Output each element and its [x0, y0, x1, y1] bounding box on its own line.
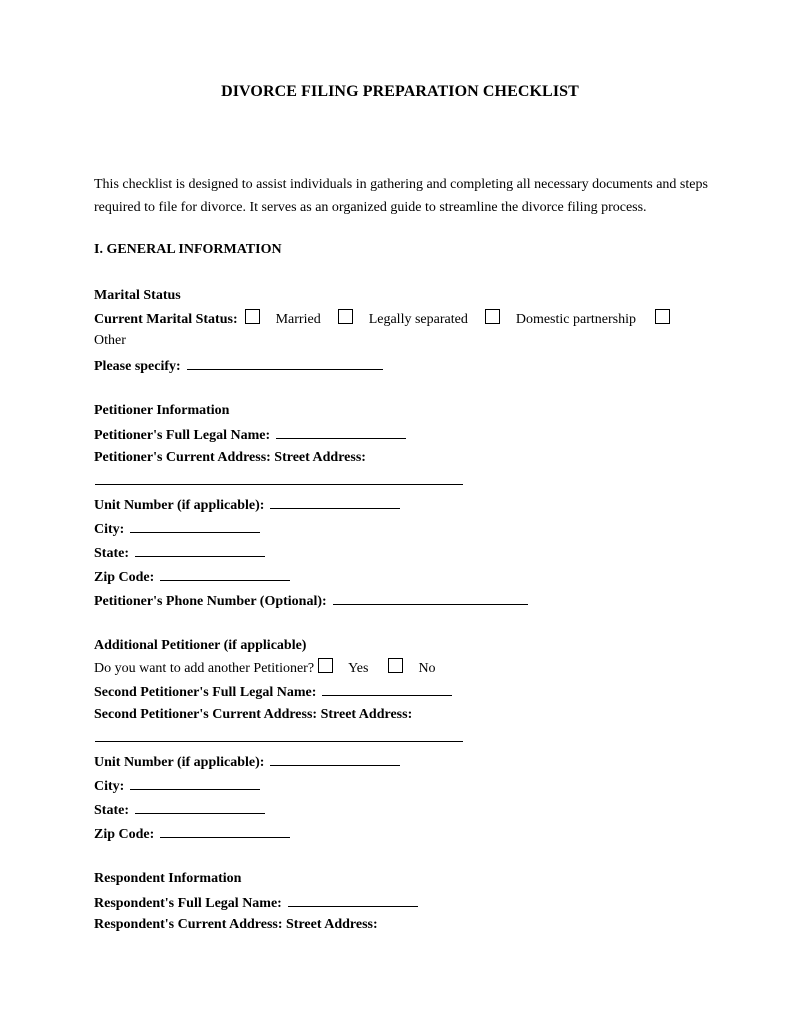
document-title: DIVORCE FILING PREPARATION CHECKLIST — [221, 83, 579, 100]
respondent-name-row — [94, 893, 418, 911]
second-city-row — [94, 776, 260, 794]
second-petitioner-address-field[interactable] — [95, 741, 463, 742]
second-petitioner-name-label: Second Petitioner's Full Legal Name: — [94, 685, 317, 700]
marital-status-label: Current Marital Status: — [94, 312, 238, 327]
respondent-heading: Respondent Information — [94, 871, 242, 886]
specify-label: Please specify: — [94, 359, 181, 374]
petitioner-state-label: State: — [94, 546, 129, 561]
specify-row — [94, 356, 383, 374]
second-city-field[interactable] — [130, 776, 260, 790]
second-state-field[interactable] — [135, 800, 265, 814]
petitioner-unit-row — [94, 495, 400, 513]
checkbox-domestic-partnership[interactable] — [485, 309, 500, 324]
petitioner-city-label: City: — [94, 522, 125, 537]
respondent-name-label: Respondent's Full Legal Name: — [94, 896, 282, 911]
second-zip-label: Zip Code: — [94, 827, 155, 842]
petitioner-unit-field[interactable] — [270, 495, 400, 509]
petitioner-zip-row — [94, 567, 290, 585]
petitioner-zip-field[interactable] — [160, 567, 290, 581]
petitioner-name-label: Petitioner's Full Legal Name: — [94, 428, 271, 443]
petitioner-unit-label: Unit Number (if applicable): — [94, 498, 265, 513]
specify-field[interactable] — [187, 356, 383, 370]
petitioner-phone-row — [94, 591, 528, 609]
second-city-label: City: — [94, 779, 125, 794]
second-unit-field[interactable] — [270, 752, 400, 766]
option-yes: Yes — [348, 661, 369, 676]
petitioner-phone-field[interactable] — [333, 591, 528, 605]
checkbox-yes[interactable] — [318, 658, 333, 673]
respondent-address-label: Respondent's Current Address: Street Address: — [94, 917, 378, 932]
marital-status-heading: Marital Status — [94, 288, 181, 303]
option-no: No — [418, 661, 436, 676]
checkbox-legally-separated[interactable] — [338, 309, 353, 324]
option-other: Other — [94, 333, 126, 348]
option-legally-separated: Legally separated — [368, 312, 468, 327]
second-zip-row — [94, 824, 290, 842]
second-petitioner-name-row — [94, 682, 452, 700]
additional-petitioner-heading: Additional Petitioner (if applicable) — [94, 638, 307, 653]
checkbox-no[interactable] — [388, 658, 403, 673]
second-state-row — [94, 800, 265, 818]
petitioner-address-field[interactable] — [95, 484, 463, 485]
add-petitioner-question: Do you want to add another Petitioner? — [94, 661, 315, 676]
second-unit-label: Unit Number (if applicable): — [94, 755, 265, 770]
add-petitioner-row — [94, 658, 436, 676]
second-unit-row — [94, 752, 400, 770]
checkbox-other[interactable] — [655, 309, 670, 324]
petitioner-name-field[interactable] — [276, 425, 406, 439]
respondent-name-field[interactable] — [288, 893, 418, 907]
section-heading-general: I. GENERAL INFORMATION — [94, 242, 282, 257]
intro-paragraph: This checklist is designed to assist individuals in gathering and completing all necessary documents and steps required to file for divorce. It serves as an organized guide to streamline the divorce filing process. — [94, 177, 708, 215]
petitioner-phone-label: Petitioner's Phone Number (Optional): — [94, 594, 327, 609]
petitioner-state-field[interactable] — [135, 543, 265, 557]
petitioner-state-row — [94, 543, 265, 561]
petitioner-city-field[interactable] — [130, 519, 260, 533]
second-petitioner-address-label: Second Petitioner's Current Address: Street Address: — [94, 707, 413, 722]
petitioner-zip-label: Zip Code: — [94, 570, 155, 585]
checkbox-married[interactable] — [245, 309, 260, 324]
marital-status-row — [94, 309, 670, 327]
option-married: Married — [275, 312, 321, 327]
option-domestic-partnership: Domestic partnership — [515, 312, 636, 327]
second-petitioner-name-field[interactable] — [322, 682, 452, 696]
petitioner-city-row — [94, 519, 260, 537]
petitioner-address-label: Petitioner's Current Address: Street Address: — [94, 450, 366, 465]
second-state-label: State: — [94, 803, 129, 818]
second-zip-field[interactable] — [160, 824, 290, 838]
petitioner-heading: Petitioner Information — [94, 403, 230, 418]
petitioner-name-row — [94, 425, 406, 443]
